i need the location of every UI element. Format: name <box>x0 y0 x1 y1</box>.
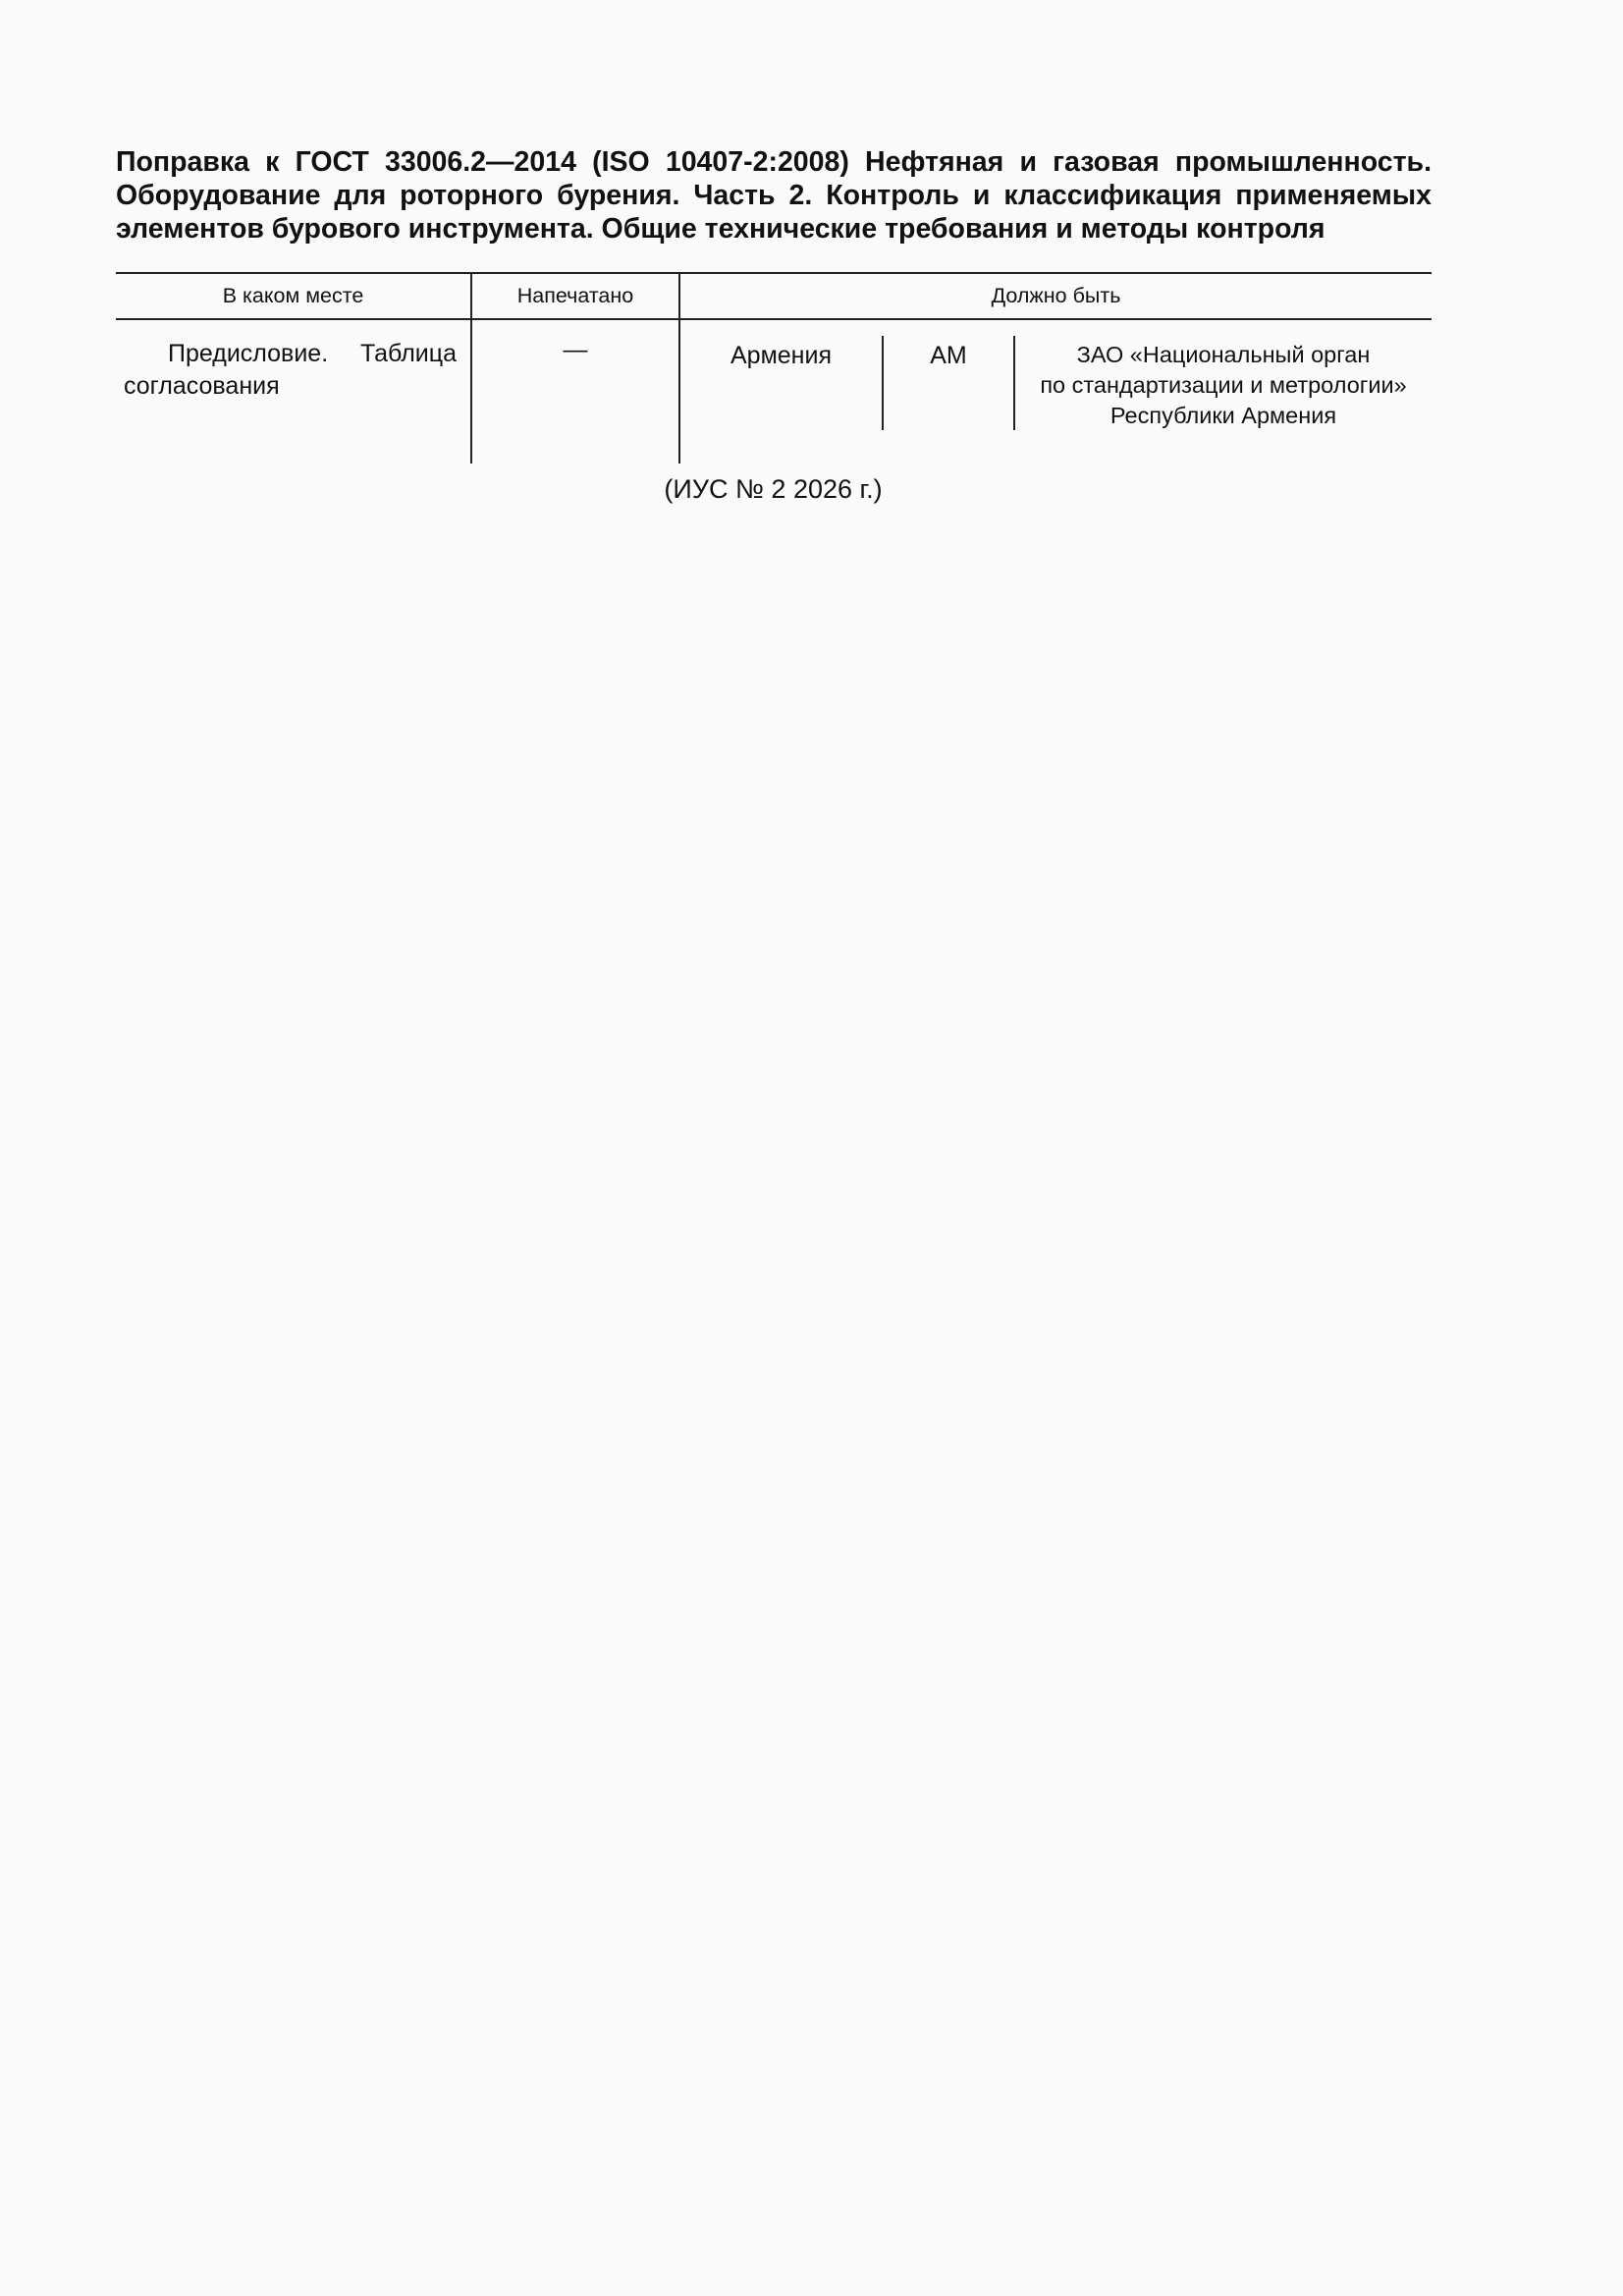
organization-line: Республики Армения <box>1109 403 1337 428</box>
header-should-be: Должно быть <box>679 273 1432 319</box>
cell-printed: — <box>471 319 679 464</box>
should-be-organization <box>1015 336 1432 430</box>
header-where: В каком месте <box>116 273 471 319</box>
should-be-country: Армения <box>680 336 884 430</box>
document-title: Поправка к ГОСТ 33006.2—2014 (ISO 10407-2:2008) Нефтяная и газовая промышленность. Оборудование для роторного бурения. Часть 2. Контроль и классификация применяемых элементов бурового инструмента. Общие технические требования и методы контроля <box>116 146 1432 245</box>
table-row <box>116 319 1432 464</box>
where-text: Предисловие. Таблица согласования <box>124 340 457 400</box>
cell-should-be <box>679 319 1432 464</box>
should-be-code: AM <box>884 336 1015 430</box>
ius-reference: (ИУС № 2 2026 г.) <box>664 474 883 504</box>
cell-where <box>116 319 471 464</box>
amendment-table <box>116 272 1432 464</box>
organization-line: по стандартизации и метрологии» <box>1040 372 1407 398</box>
header-printed: Напечатано <box>471 273 679 319</box>
organization-line: ЗАО «Национальный орган <box>1076 342 1371 367</box>
table-header-row <box>116 273 1432 319</box>
